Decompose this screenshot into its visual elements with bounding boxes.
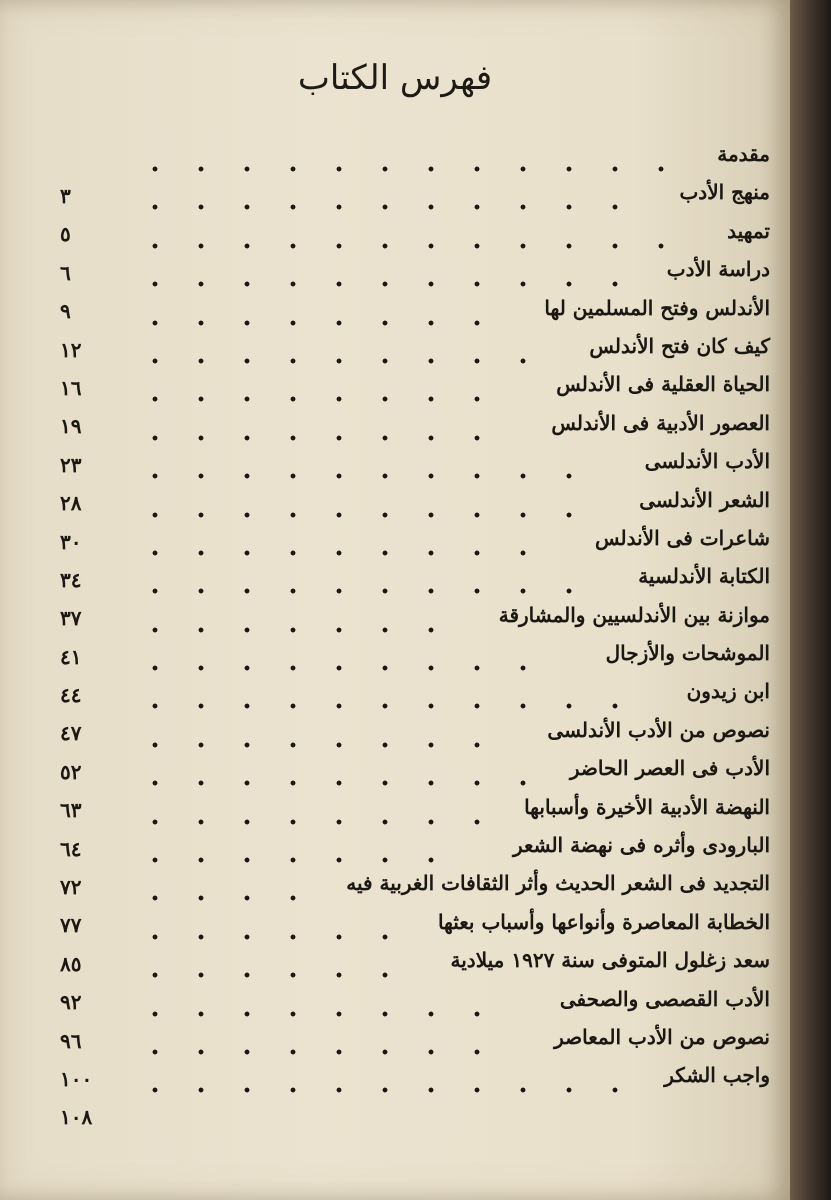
toc-entry-page: ٤١ — [60, 644, 82, 669]
dot-leader — [132, 281, 638, 287]
dot-leader — [132, 857, 454, 863]
dot-leader — [132, 819, 500, 825]
toc-entry-page: ١٦ — [60, 375, 82, 400]
dot-leader — [132, 934, 408, 940]
dot-leader — [132, 703, 638, 709]
dot-leader — [132, 204, 638, 210]
dot-leader — [132, 435, 500, 441]
toc-entry-title: موازنة بين الأندلسيين والمشارقة — [498, 602, 770, 627]
toc-entry-title: ابن زيدون — [686, 679, 770, 704]
toc-entry-page: ٩ — [60, 299, 71, 324]
toc-entry-title: البارودى وأثره فى نهضة الشعر — [512, 833, 770, 858]
toc-entry-page: ٦٤ — [60, 836, 82, 861]
toc-entry-page: ٩٢ — [60, 990, 82, 1015]
dot-leader — [132, 473, 592, 479]
toc-entry-page: ١٠٨ — [60, 1105, 93, 1130]
toc-entry-page: ٣٤ — [60, 567, 82, 592]
toc-entry-title: الموشحات والأزجال — [605, 641, 770, 666]
dot-leader — [132, 1049, 500, 1055]
dot-leader — [132, 972, 408, 978]
toc-entry-title: التجديد فى الشعر الحديث وأثر الثقافات الغربية فيه — [346, 871, 770, 896]
toc-entry-page: ٩٦ — [60, 1028, 82, 1053]
toc-entry-title: دراسة الأدب — [666, 257, 770, 282]
toc-entry-page: ٦٣ — [60, 798, 82, 823]
toc-entry-page: ٨٥ — [60, 951, 82, 976]
dot-leader — [132, 895, 316, 901]
dot-leader — [132, 742, 500, 748]
dot-leader — [132, 1011, 500, 1017]
toc-entry-title: الأدب فى العصر الحاضر — [569, 756, 770, 781]
toc-entry-page: ١٩ — [60, 414, 82, 439]
toc-entry-title: الكتابة الأندلسية — [638, 564, 770, 589]
toc-entry-title: مقدمة — [717, 142, 770, 166]
toc-entry-title: الحياة العقلية فى الأندلس — [556, 372, 770, 397]
dot-leader — [132, 396, 500, 402]
toc-entry-title: النهضة الأدبية الأخيرة وأسبابها — [524, 794, 770, 819]
dot-leader — [132, 243, 684, 249]
toc-entry-title: الأدب الأندلسى — [644, 449, 770, 474]
dot-leader — [132, 665, 546, 671]
toc-entry-title: شاعرات فى الأندلس — [595, 525, 770, 550]
toc-entry-page: ٤٤ — [60, 683, 82, 708]
table-of-contents — [60, 140, 770, 1130]
toc-entry-page: ٧٧ — [60, 913, 82, 938]
toc-entry-title: نصوص من الأدب المعاصر — [554, 1024, 770, 1049]
page-title: فهرس الكتاب — [297, 58, 493, 98]
toc-entry — [60, 1061, 770, 1130]
toc-entry-page: ٥ — [60, 222, 71, 247]
toc-entry-page: ٢٨ — [60, 491, 82, 516]
dot-leader — [132, 550, 546, 556]
toc-entry-title: الخطابة المعاصرة وأنواعها وأسباب بعثها — [437, 909, 770, 934]
toc-entry-page: ٤٧ — [60, 721, 82, 746]
toc-entry-page: ١٢ — [60, 337, 82, 362]
dot-leader — [132, 166, 684, 172]
toc-entry-title: كيف كان فتح الأندلس — [589, 333, 770, 358]
dot-leader — [132, 320, 500, 326]
toc-entry-title: نصوص من الأدب الأندلسى — [547, 717, 770, 742]
dot-leader — [132, 1087, 638, 1093]
toc-entry-title: الأدب القصصى والصحفى — [559, 986, 770, 1011]
toc-entry-title: الشعر الأندلسى — [639, 487, 770, 512]
dot-leader — [132, 358, 546, 364]
toc-entry-title: تمهيد — [727, 218, 770, 243]
toc-entry-title: الأندلس وفتح المسلمين لها — [544, 295, 770, 320]
dot-leader — [132, 627, 454, 633]
toc-entry-page: ٣ — [60, 184, 71, 208]
book-spine — [790, 0, 831, 1200]
toc-entry-page: ٢٣ — [60, 452, 82, 477]
toc-entry-page: ٧٢ — [60, 875, 82, 900]
dot-leader — [132, 588, 592, 594]
dot-leader — [132, 512, 592, 518]
toc-entry-title: واجب الشكر — [664, 1063, 770, 1088]
dot-leader — [132, 780, 546, 786]
toc-entry-page: ٦ — [60, 260, 71, 285]
toc-entry-title: العصور الأدبية فى الأندلس — [551, 410, 770, 435]
toc-entry-page: ٣٧ — [60, 606, 82, 631]
toc-entry-page: ١٠٠ — [60, 1066, 93, 1091]
toc-entry-page: ٣٠ — [60, 529, 82, 554]
toc-entry-page: ٥٢ — [60, 759, 82, 784]
toc-entry-title: منهج الأدب — [679, 180, 770, 205]
toc-entry-title: سعد زغلول المتوفى سنة ١٩٢٧ ميلادية — [450, 948, 770, 973]
